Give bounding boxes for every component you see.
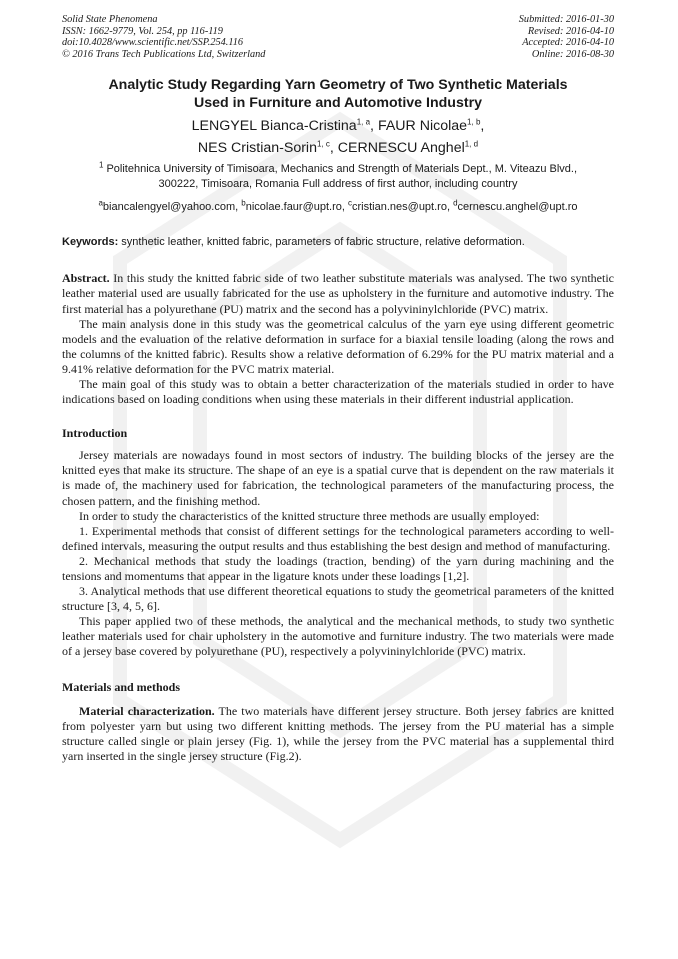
keywords [62, 235, 614, 250]
authors-line-2: NES Cristian-Sorin$^{1, c}$, CERNESCU Anghel$^{1, d}$ [197, 139, 479, 157]
keywords-label: Keywords: [62, 236, 119, 249]
intro-paragraph: Jersey materials are nowadays found in most sectors of industry. The building blocks of the jersey are the knitted eyes that make its structure. The shape of an eye is a spatial curve that is dependent on the raw materials it is made of, the machinery used for fabrication, the technological parameters of the manufacturing process, the chosen pattern, and the finishing method. [62, 448, 614, 508]
materials-paragraph [62, 704, 614, 764]
materials-section [62, 704, 614, 764]
publication-dates [519, 14, 614, 60]
section-heading-introduction: Introduction [62, 426, 128, 441]
copyright: © 2016 Trans Tech Publications Ltd, Switzerland [62, 48, 266, 60]
journal-info [62, 14, 265, 60]
affiliation-text: Politehnica University of Timisoara, Mechanics and Strength of Materials Dept., M. Viteazu Blvd., [103, 163, 578, 176]
author-affiliation-mark: 1, a [356, 117, 371, 127]
intro-paragraph: 1. Experimental methods that consist of different settings for the technological parameters according to well-defined intervals, measuring the output results and thus establishing the best design and method of manufacturing. [62, 523, 614, 553]
email-address: cernescu.anghel@upt.ro [457, 201, 578, 214]
author-name: NES Cristian-Sorin [197, 140, 317, 157]
author-affiliation-mark: 1, c [316, 139, 330, 149]
title-line-1: Analytic Study Regarding Yarn Geometry of Two Synthetic Materials [108, 77, 568, 94]
introduction-section [62, 448, 614, 659]
paper-title [62, 76, 614, 112]
intro-paragraph: 3. Analytical methods that use different theoretical equations to study the geometrical parameters of the knitted structure [3, 4, 5, 6]. [62, 584, 614, 614]
email-address: biancalengyel@yahoo.com [102, 201, 236, 214]
abstract-paragraph [62, 271, 614, 316]
online-date: Online: 2016-08-30 [531, 48, 614, 60]
revised-date: Revised: 2016-04-10 [527, 25, 614, 37]
abstract [62, 271, 614, 407]
abstract-paragraph: The main analysis done in this study was the geometrical calculus of the yarn eye using different geometric models and the evaluation of the relative deformation in surface for a biaxial tensile loading (along the rows and the columns of the knitted fabric). Results show a relative deformation of 6.29% for the PU matrix material and a 9.41% relative deformation for the PVC matrix material. [62, 316, 614, 376]
publication-header [62, 14, 614, 60]
author-name: FAUR Nicolae [377, 118, 468, 135]
intro-paragraph: This paper applied two of these methods, the analytical and the mechanical methods, to study two synthetic leather materials used for chair upholstery in the automotive and furniture industry. The two materials were made of a jersey base covered by polyurethane (PU), respectively a polyvininylchloride (PVC) matrix. [62, 614, 614, 659]
abstract-text: In this study the knitted fabric side of two leather substitute materials was analysed. The two synthetic leather material used are usually fabricated for the use as upholstery in the furniture and automotive industry. The first material has a polyurethane (PU) matrix and the second has a polyvininylchloride (PVC) matrix. [62, 271, 614, 316]
material-characterization-label: Material characterization. [79, 703, 215, 718]
abstract-paragraph: The main goal of this study was to obtain a better characterization of the materials studied in order to have indications based on loading conditions when using these materials in their different industrial application. [62, 377, 614, 407]
affiliation-line-1 [62, 162, 614, 177]
author-name: CERNESCU Anghel [337, 140, 465, 157]
author-affiliation-mark: 1, b [467, 117, 481, 127]
paper-page [62, 14, 614, 764]
issn: ISSN: 1662-9779, Vol. 254, pp 116-119 [62, 25, 223, 37]
affiliation [62, 162, 614, 192]
keywords-text: synthetic leather, knitted fabric, parameters of fabric structure, relative deformation. [118, 236, 525, 249]
submitted-date: Submitted: 2016-01-30 [518, 14, 614, 25]
email-mark: b [241, 198, 246, 208]
accepted-date: Accepted: 2016-04-10 [522, 37, 614, 49]
author-emails: $^a$biancalengyel@yahoo.com, $^b$nicolae.faur@upt.ro, $^c$cristian.nes@upt.ro, $^d$cernescu.anghel@upt.ro [98, 198, 578, 214]
materials-text: The two materials have different jersey structure. Both jersey fabrics are knitted from polyester yarn but using two different knitting methods. The jersey from the PU material has a simple structure called single or plain jersey (Fig. 1), while the jersey from the PVC material has a supplemental third yarn inserted in the single jersey structure (Fig.2). [62, 703, 614, 763]
title-line-2: Used in Furniture and Automotive Industry [194, 95, 482, 112]
abstract-label: Abstract. [62, 271, 110, 286]
email-address: cristian.nes@upt.ro [352, 201, 447, 214]
affiliation-mark: 1 [98, 160, 104, 170]
email-mark: d [453, 198, 458, 208]
section-heading-materials: Materials and methods [62, 679, 180, 694]
email-mark: c [348, 198, 353, 208]
intro-paragraph: In order to study the characteristics of the knitted structure three methods are usually employed: [79, 508, 540, 523]
intro-paragraph: 2. Mechanical methods that study the loadings (traction, bending) of the yarn during machining and the tensions and momentums that appear in the ligature knots under these loadings [1,2]. [62, 553, 614, 583]
author-name: LENGYEL Bianca-Cristina [191, 118, 357, 135]
affiliation-line-2: 300222, Timisoara, Romania Full address of first author, including country [158, 178, 518, 191]
doi: doi:10.4028/www.scientific.net/SSP.254.116 [62, 37, 244, 49]
journal-name: Solid State Phenomena [62, 14, 158, 25]
email-mark: a [98, 198, 103, 208]
authors-line-1: LENGYEL Bianca-Cristina$^{1, a}$, FAUR Nicolae$^{1, b}$, [191, 117, 485, 135]
author-affiliation-mark: 1, d [464, 139, 479, 149]
author-list [62, 115, 614, 159]
email-address: nicolae.faur@upt.ro [245, 201, 342, 214]
